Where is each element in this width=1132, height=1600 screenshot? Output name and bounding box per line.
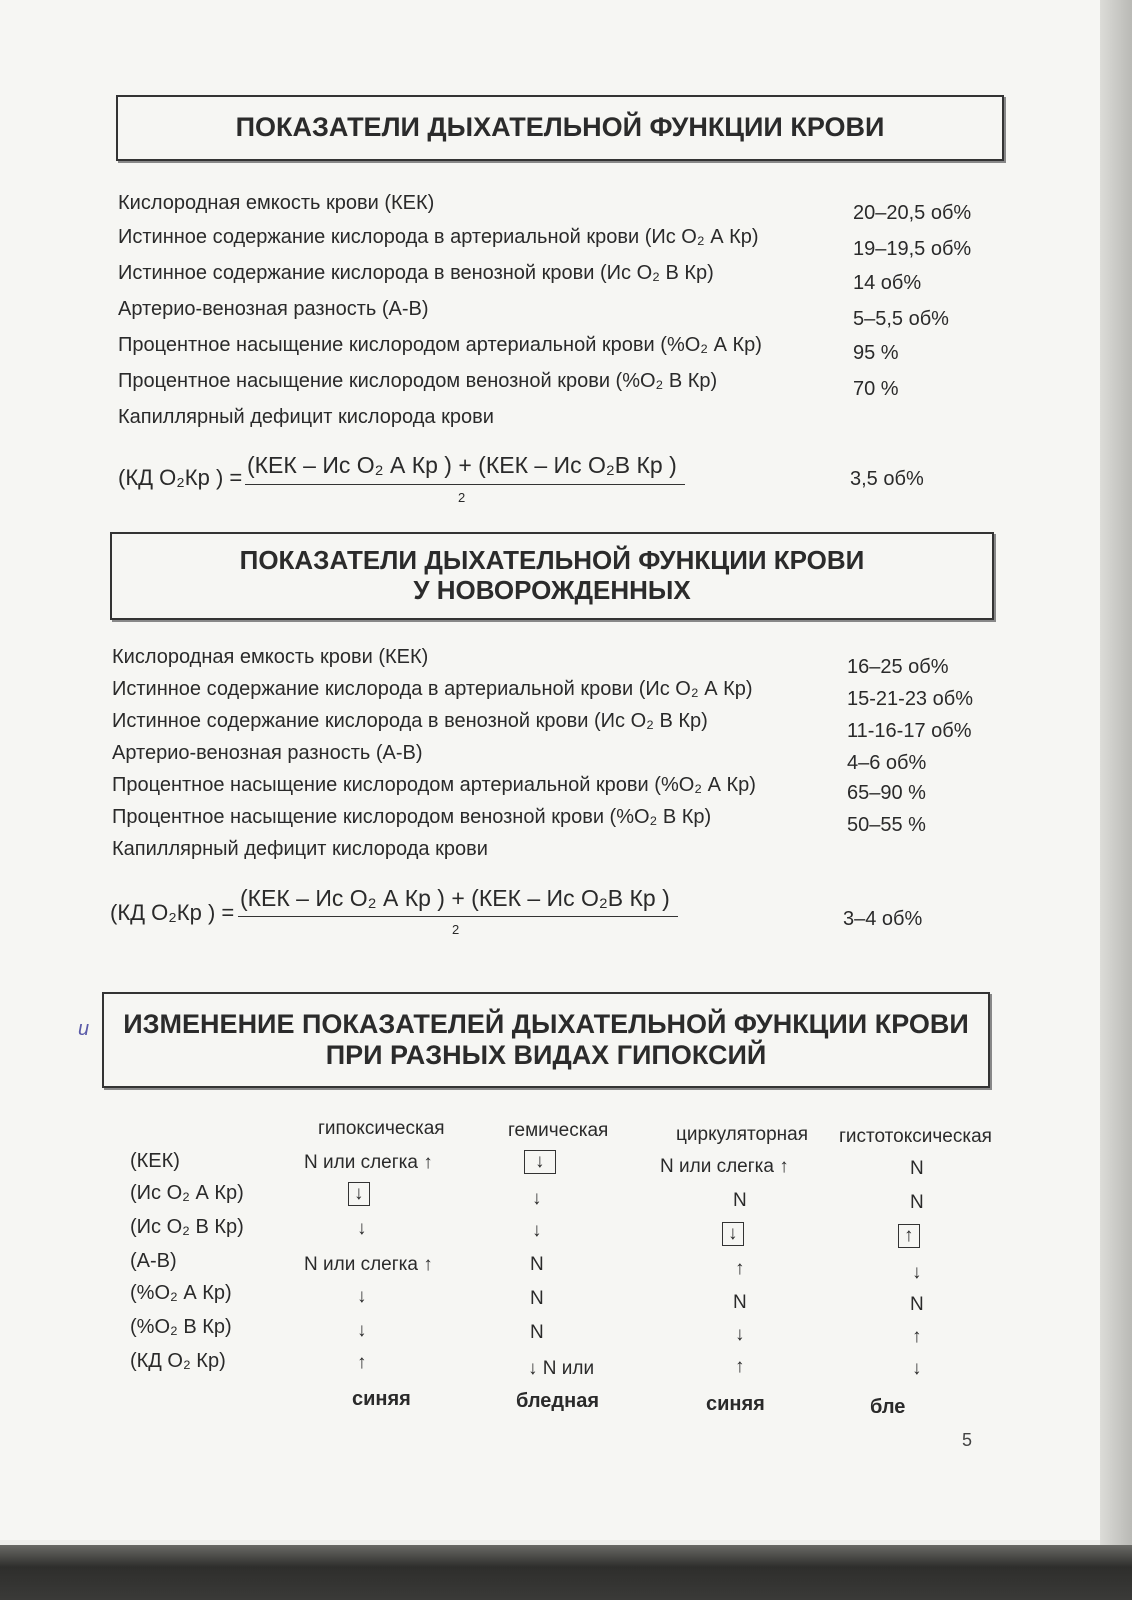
s1-row-value-5: 70 %: [853, 378, 899, 400]
section-1-title-line-1: ПОКАЗАТЕЛИ ДЫХАТЕЛЬНОЙ ФУНКЦИИ КРОВИ: [235, 112, 885, 143]
handwritten-margin-mark: и: [78, 1018, 90, 1040]
cell-0-3: N: [910, 1158, 924, 1179]
section-3-title-box: [102, 992, 990, 1088]
cell-2-0: ↓: [357, 1218, 367, 1239]
s1-row-label-5: Процентное насыщение кислородом венозной крови (%O₂ В Кр): [118, 370, 718, 392]
s1-row-label-3: Артерио-венозная разность (А-В): [118, 298, 429, 320]
col-header-hemic: гемическая: [508, 1120, 609, 1141]
s2-row-label-4: Процентное насыщение кислородом артериальной крови (%O₂ А Кр): [112, 774, 756, 796]
col-header-histotoxic: гистотоксическая: [839, 1126, 992, 1147]
cell-6-1: ↓ N или: [528, 1358, 595, 1379]
s2-formula-numerator: (КЕК – Ис O₂ А Кр ) + (КЕК – Ис O₂В Кр ): [240, 885, 670, 911]
s2-row-value-3: 4–6 об%: [847, 752, 927, 774]
s1-formula-numerator: (КЕК – Ис O₂ А Кр ) + (КЕК – Ис O₂В Кр ): [247, 452, 677, 478]
cell-5-2: ↓: [735, 1324, 745, 1345]
s1-row-label-0: Кислородная емкость крови (КЕК): [118, 192, 435, 214]
cell-6-2: ↑: [735, 1356, 745, 1377]
s2-row-label-5: Процентное насыщение кислородом венозной крови (%O₂ В Кр): [112, 806, 712, 828]
row-label-a-v: (А-В): [130, 1250, 177, 1272]
s1-row-value-2: 14 об%: [853, 272, 922, 294]
cell-1-1: ↓: [532, 1188, 542, 1209]
row-label-kd-o2: (КД O₂ Кр): [130, 1350, 226, 1372]
s2-formula-lhs: (КД O₂Кр ) =: [110, 900, 235, 925]
col-header-hypoxic: гипоксическая: [318, 1118, 445, 1139]
cell-6-3: ↓: [912, 1358, 922, 1379]
s1-row-label-6: Капиллярный дефицит кислорода крови: [118, 406, 494, 428]
s2-formula-value: 3–4 об%: [843, 908, 923, 930]
cell-4-2: N: [733, 1292, 747, 1313]
cell-0-0: N или слегка ↑: [304, 1152, 433, 1173]
s2-row-value-2: 11-16-17 об%: [847, 720, 972, 742]
cell-1-3: N: [910, 1192, 924, 1213]
row-label-pct-o2-v: (%O₂ В Кр): [130, 1316, 232, 1338]
s1-formula-denominator: 2: [458, 490, 466, 505]
cell-4-0: ↓: [357, 1286, 367, 1307]
cell-3-1: N: [530, 1254, 544, 1275]
section-2-title-line-1: ПОКАЗАТЕЛИ ДЫХАТЕЛЬНОЙ ФУНКЦИИ КРОВИ: [239, 545, 865, 576]
cell-4-1: N: [530, 1288, 544, 1309]
s1-row-value-1: 19–19,5 об%: [853, 238, 972, 260]
s2-row-label-1: Истинное содержание кислорода в артериальной крови (Ис O₂ А Кр): [112, 678, 753, 700]
s2-row-value-0: 16–25 об%: [847, 656, 949, 678]
footer-histotoxic: бле: [870, 1396, 906, 1418]
cell-1-2: N: [733, 1190, 747, 1211]
cell-0-2: N или слегка ↑: [660, 1156, 789, 1177]
s2-row-label-6: Капиллярный дефицит кислорода крови: [112, 838, 488, 860]
cell-0-1: [524, 1150, 556, 1174]
s2-formula-denominator: 2: [452, 922, 460, 937]
s1-formula-lhs: (КД O₂Кр ) =: [118, 465, 243, 490]
cell-4-3: N: [910, 1294, 924, 1315]
footer-hemic: бледная: [516, 1390, 599, 1412]
s2-row-label-0: Кислородная емкость крови (КЕК): [112, 646, 429, 668]
s1-row-label-1: Истинное содержание кислорода в артериальной крови (Ис O₂ А Кр): [118, 226, 759, 248]
s1-formula-value: 3,5 об%: [850, 468, 924, 490]
cell-0-1-value: ↓: [524, 1150, 556, 1174]
cell-2-1: ↓: [532, 1220, 542, 1241]
s2-row-label-3: Артерио-венозная разность (А-В): [112, 742, 423, 764]
cell-3-2: ↑: [735, 1258, 745, 1279]
s2-row-value-5: 50–55 %: [847, 814, 926, 836]
cell-3-0: N или слегка ↑: [304, 1254, 433, 1275]
s2-row-label-2: Истинное содержание кислорода в венозной крови (Ис O₂ В Кр): [112, 710, 708, 732]
s1-row-value-0: 20–20,5 об%: [853, 202, 972, 224]
cell-5-1: N: [530, 1322, 544, 1343]
s1-row-label-4: Процентное насыщение кислородом артериальной крови (%O₂ А Кр): [118, 334, 762, 356]
s2-row-value-1: 15-21-23 об%: [847, 688, 973, 710]
cell-5-3: ↑: [912, 1326, 922, 1347]
section-2-title-box: [110, 532, 994, 620]
section-2-title-line-2: У НОВОРОЖДЕННЫХ: [413, 575, 691, 605]
col-header-circulatory: циркуляторная: [676, 1124, 809, 1145]
cell-6-0: ↑: [357, 1352, 367, 1373]
section-3-title-line-2: ПРИ РАЗНЫХ ВИДАХ ГИПОКСИЙ: [325, 1040, 767, 1070]
footer-circulatory: синяя: [706, 1393, 765, 1415]
row-label-ic-o2-a: (Ис O₂ А Кр): [130, 1182, 244, 1204]
cell-5-0: ↓: [357, 1320, 367, 1341]
cell-2-2-value: ↓: [722, 1222, 744, 1246]
scanner-bottom-edge: [0, 1545, 1132, 1600]
cell-1-0: [348, 1182, 370, 1206]
s2-row-value-4: 65–90 %: [847, 782, 926, 804]
cell-2-2: [722, 1222, 744, 1246]
s2-fraction-bar: [238, 916, 678, 917]
section-3-title-line-1: ИЗМЕНЕНИЕ ПОКАЗАТЕЛЕЙ ДЫХАТЕЛЬНОЙ ФУНКЦИИ КРОВИ: [123, 1008, 969, 1039]
page-edge-shadow: [1100, 0, 1132, 1600]
row-label-ic-o2-v: (Ис O₂ В Кр): [130, 1216, 244, 1238]
section-1-title-box: [116, 95, 1004, 161]
cell-2-3-value: ↑: [898, 1224, 920, 1248]
row-label-kek: (КЕК): [130, 1150, 180, 1172]
footer-hypoxic: синяя: [352, 1388, 411, 1410]
cell-3-3: ↓: [912, 1262, 922, 1283]
s1-row-value-3: 5–5,5 об%: [853, 308, 949, 330]
row-label-pct-o2-a: (%O₂ А Кр): [130, 1282, 232, 1304]
s1-row-value-4: 95 %: [853, 342, 899, 364]
page-number: 5: [962, 1430, 973, 1450]
cell-2-3: [898, 1224, 920, 1248]
s1-fraction-bar: [245, 484, 685, 485]
s1-row-label-2: Истинное содержание кислорода в венозной крови (Ис O₂ В Кр): [118, 262, 714, 284]
cell-1-0-value: ↓: [348, 1182, 370, 1206]
